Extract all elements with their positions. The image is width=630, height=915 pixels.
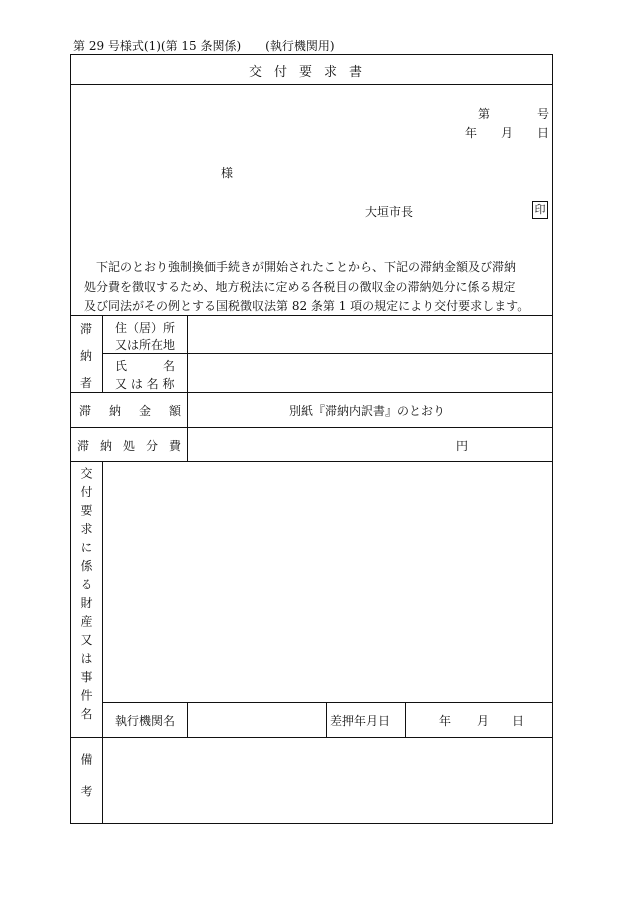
address-label: 住（居）所 (115, 321, 176, 335)
date-year: 年 (465, 126, 478, 140)
name-label-b: 名 (163, 359, 176, 373)
request-form (70, 54, 553, 824)
seizure-date-month: 月 (477, 714, 490, 728)
divider (102, 315, 103, 392)
executing-agency-label: 執行機関名 (115, 714, 176, 728)
seizure-date-day: 日 (512, 714, 525, 728)
number-suffix: 号 (537, 107, 550, 121)
request-body-text: 下記のとおり強制換価手続きが開始されたことから、下記の滞納金額及び滞納 処分費を徴収するため、地方税法に定める各税目の徴収金の滞納処分に係る規定 及び同法がその例とする国税徴収法第 82 条第 1 項の規定により交付要求します。 (84, 260, 530, 313)
delinquent-fee-label (77, 437, 181, 454)
delinquent-amount-label (79, 402, 181, 419)
seizure-date-label: 差押年月日 (330, 714, 391, 728)
delinquent-group-label-2: 納 (80, 349, 93, 363)
delinquent-group-label-1: 滞 (80, 322, 93, 336)
date-month: 月 (501, 126, 514, 140)
divider (71, 427, 552, 428)
sender-name: 大垣市長 (365, 205, 414, 219)
seal-mark: 印 (532, 201, 548, 219)
divider (71, 461, 552, 462)
label-char: 納 (108, 404, 121, 418)
label-char: 分 (145, 439, 158, 453)
divider (187, 315, 188, 461)
label-char: 処 (122, 439, 135, 453)
divider (405, 702, 406, 737)
divider (102, 702, 552, 703)
addressee-suffix: 様 (221, 166, 234, 180)
seizure-date-year: 年 (439, 714, 452, 728)
remarks-label: 備考 (79, 753, 93, 817)
label-char: 納 (99, 439, 112, 453)
date-day: 日 (537, 126, 550, 140)
number-prefix: 第 (478, 107, 491, 121)
divider (71, 392, 552, 393)
divider (71, 737, 552, 738)
divider (102, 353, 552, 354)
form-number-header: 第 29 号様式(1)(第 15 条関係) (執行機関用) (73, 39, 335, 53)
address-label-alt: 又は所在地 (115, 338, 176, 352)
label-char: 滞 (77, 439, 90, 453)
delinquent-fee-unit: 円 (456, 439, 469, 453)
divider (326, 702, 327, 737)
divider (71, 315, 552, 316)
label-char: 額 (168, 404, 181, 418)
property-label: 交付要求に係る財産又は事件名 (79, 467, 93, 726)
delinquent-group-label-3: 者 (80, 376, 93, 390)
divider (71, 84, 552, 85)
delinquent-amount-value: 別紙『滞納内訳書』のとおり (289, 404, 446, 418)
name-label-a: 氏 (115, 359, 128, 373)
divider (187, 702, 188, 737)
divider (102, 461, 103, 823)
form-title: 交付要求書 (248, 65, 374, 80)
label-char: 費 (168, 439, 181, 453)
label-char: 滞 (79, 404, 92, 418)
name-label-alt: 又 は 名 称 (115, 377, 175, 391)
label-char: 金 (138, 404, 151, 418)
